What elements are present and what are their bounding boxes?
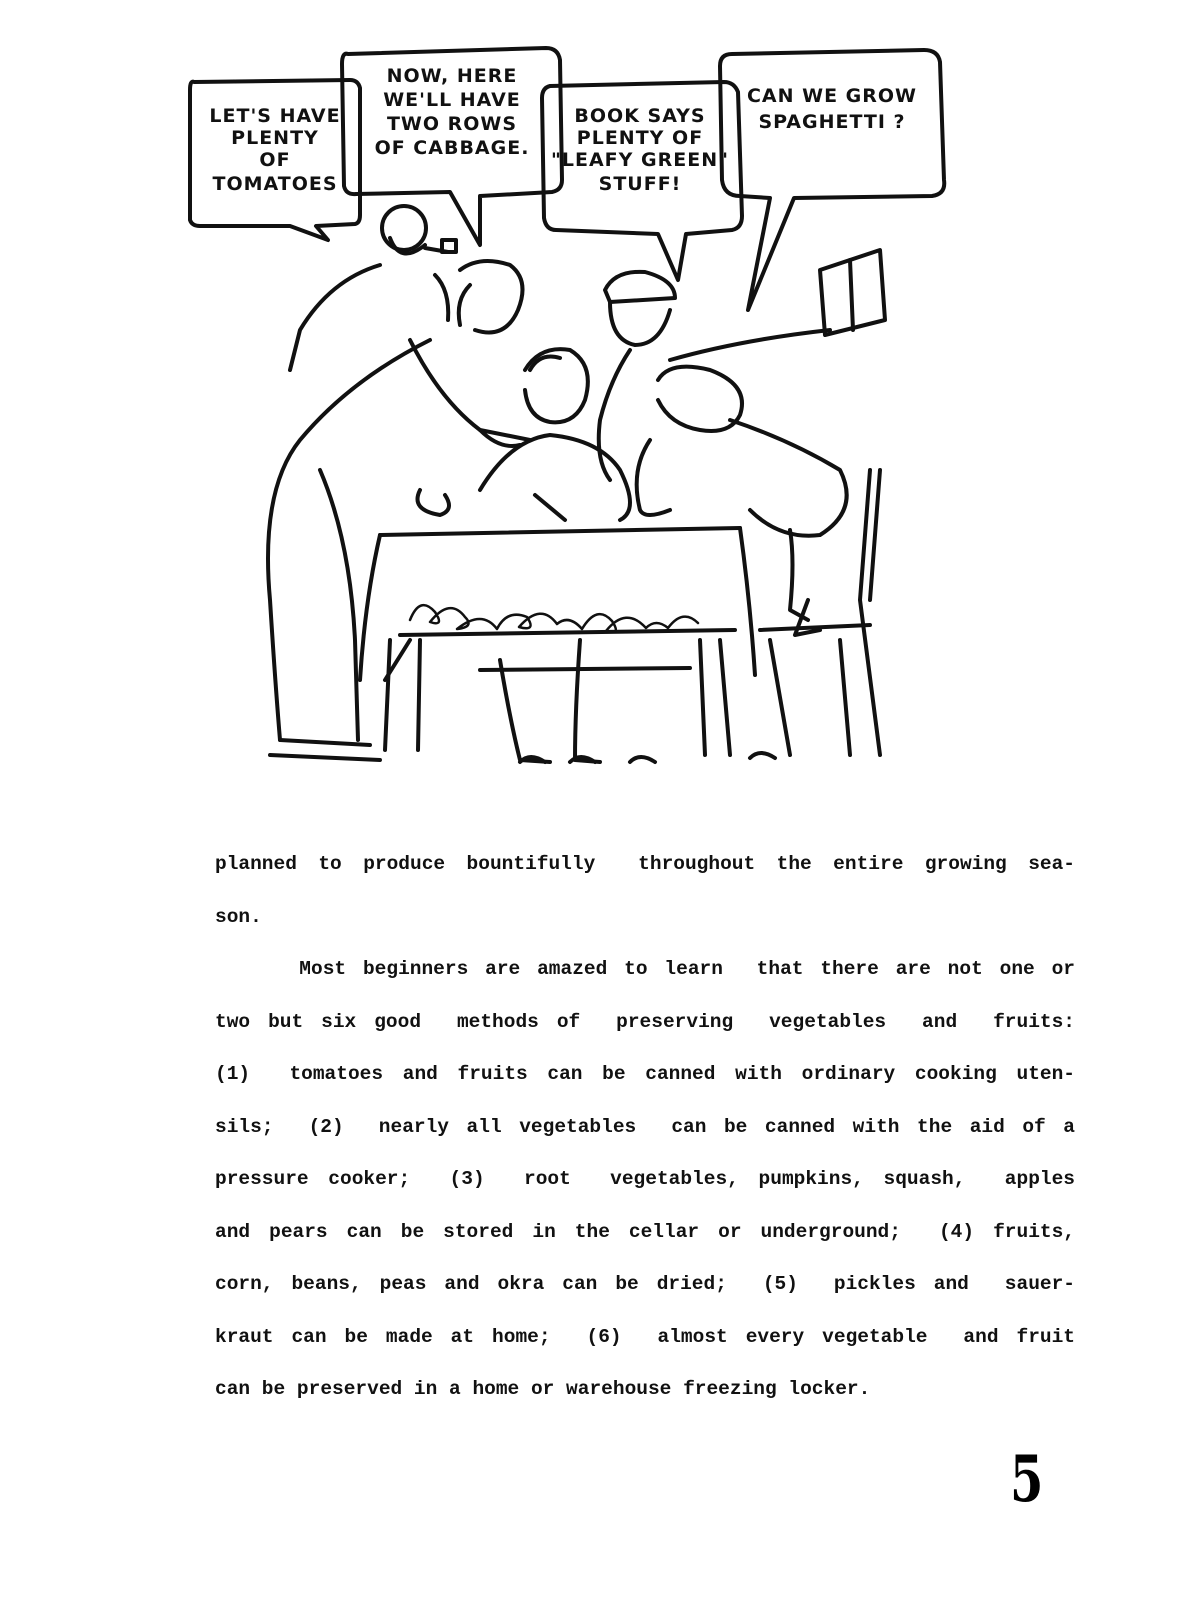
bubble-1-line-3: OF <box>259 149 291 171</box>
bubble-2-line-4: OF CABBAGE. <box>374 137 530 159</box>
tablecloth-pattern <box>410 605 698 632</box>
page-number: 5 <box>1010 1442 1044 1517</box>
bubble-3-line-3: "LEAFY GREEN" <box>550 149 730 171</box>
bubble-2-line-1: NOW, HERE <box>386 65 518 87</box>
garden-planning-illustration <box>180 40 960 800</box>
text-line: kraut can be made at home; (6) almost every vegetable and fruit <box>215 1325 1075 1348</box>
text-line: planned to produce bountifully throughout the entire growing sea- <box>215 853 1075 875</box>
bubble-2-line-3: TWO ROWS <box>386 113 518 135</box>
bubble-1-line-2: PLENTY <box>231 127 319 149</box>
text-line: can be preserved in a home or warehouse freezing locker. <box>215 1378 871 1400</box>
table-top <box>380 528 740 535</box>
text-line: (1) tomatoes and fruits can be canned with ordinary cooking uten- <box>215 1063 1075 1085</box>
bubble-1-line-4: TOMATOES <box>212 173 338 195</box>
text-line: sils; (2) nearly all vegetables can be canned with the aid of a <box>215 1115 1075 1138</box>
text-line: two but six good methods of preserving vegetables and fruits: <box>215 1010 1075 1033</box>
family-at-table-drawing <box>180 40 960 800</box>
text-line: and pears can be stored in the cellar or underground; (4) fruits, <box>215 1220 1075 1243</box>
bubble-1-line-1: LET'S HAVE <box>209 105 341 127</box>
body-text <box>215 838 1075 1416</box>
text-line: pressure cooker; (3) root vegetables, pumpkins, squash, apples <box>215 1168 1075 1190</box>
bubble-3-line-2: PLENTY OF <box>576 127 704 149</box>
bubble-4-line-2: SPAGHETTI ? <box>758 111 906 133</box>
text-line: corn, beans, peas and okra can be dried; (5) pickles and sauer- <box>215 1273 1075 1295</box>
bubble-3-line-4: STUFF! <box>598 173 682 195</box>
text-line: son. <box>215 905 262 928</box>
text-line: Most beginners are amazed to learn that there are not one or <box>215 958 1075 980</box>
bubble-4-line-1: CAN WE GROW <box>746 85 918 107</box>
bubble-2-line-2: WE'LL HAVE <box>383 89 521 111</box>
bubble-3-line-1: BOOK SAYS <box>574 105 706 127</box>
